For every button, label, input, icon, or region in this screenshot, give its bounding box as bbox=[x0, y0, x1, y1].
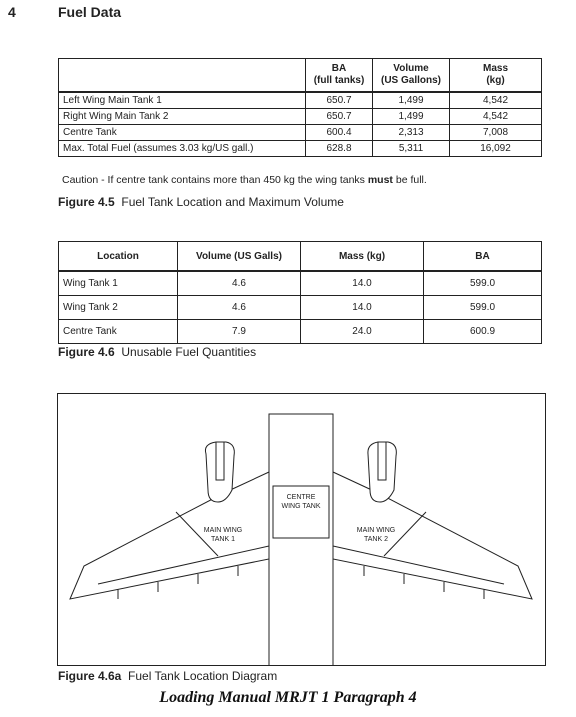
right-wing-shape bbox=[333, 472, 532, 599]
table-cell: 599.0 bbox=[424, 296, 542, 320]
figure-caption: Figure 4.6 Unusable Fuel Quantities bbox=[58, 345, 257, 359]
table-row bbox=[59, 141, 542, 157]
header-cell: Volume (US Gallons) bbox=[373, 59, 450, 93]
unusable-fuel-table bbox=[58, 241, 542, 344]
centre-tank-label: WING TANK bbox=[281, 503, 321, 510]
section-number: 4 bbox=[8, 4, 16, 20]
caution-note: Caution - If centre tank contains more than 450 kg the wing tanks must be full. bbox=[62, 174, 427, 186]
figure-caption: Figure 4.5 Fuel Tank Location and Maximum Volume bbox=[58, 195, 344, 209]
header-cell: Volume (US Galls) bbox=[178, 242, 301, 272]
table-cell: Right Wing Main Tank 2 bbox=[59, 109, 306, 125]
table-cell: 628.8 bbox=[306, 141, 373, 157]
left-engine-shape bbox=[205, 442, 234, 502]
table-cell: 24.0 bbox=[301, 320, 424, 344]
left-tank-label: TANK 1 bbox=[211, 536, 235, 543]
table-cell: Wing Tank 2 bbox=[59, 296, 178, 320]
page-footer: Loading Manual MRJT 1 Paragraph 4 bbox=[159, 689, 417, 706]
table-cell: 4,542 bbox=[450, 92, 542, 109]
header-cell: Location bbox=[59, 242, 178, 272]
table-cell: Wing Tank 1 bbox=[59, 271, 178, 296]
centre-tank-label: CENTRE bbox=[286, 494, 316, 501]
header-cell bbox=[59, 59, 306, 93]
table-row bbox=[59, 109, 542, 125]
table-cell: 7.9 bbox=[178, 320, 301, 344]
fuselage-shape bbox=[269, 414, 333, 665]
table-cell: 4,542 bbox=[450, 109, 542, 125]
header-cell: BA bbox=[424, 242, 542, 272]
left-wing-shape bbox=[70, 472, 269, 599]
table-cell: Left Wing Main Tank 1 bbox=[59, 92, 306, 109]
table-cell: 16,092 bbox=[450, 141, 542, 157]
table-cell: 600.9 bbox=[424, 320, 542, 344]
right-tank-label: TANK 2 bbox=[364, 536, 388, 543]
max-volume-table bbox=[58, 58, 542, 157]
fuel-tank-diagram bbox=[57, 393, 546, 666]
table-header-row bbox=[59, 242, 542, 272]
table-row bbox=[59, 271, 542, 296]
right-engine-shape bbox=[368, 442, 396, 502]
table-cell: 1,499 bbox=[373, 109, 450, 125]
table-header-row bbox=[59, 59, 542, 93]
table-cell: 1,499 bbox=[373, 92, 450, 109]
table-cell: 14.0 bbox=[301, 296, 424, 320]
table-cell: 14.0 bbox=[301, 271, 424, 296]
table-cell: 650.7 bbox=[306, 109, 373, 125]
table-cell: 600.4 bbox=[306, 125, 373, 141]
figure-caption: Figure 4.6a Fuel Tank Location Diagram bbox=[58, 669, 278, 683]
section-title: Fuel Data bbox=[58, 4, 122, 20]
table-cell: 7,008 bbox=[450, 125, 542, 141]
table-cell: 2,313 bbox=[373, 125, 450, 141]
table-row bbox=[59, 320, 542, 344]
table-cell: 599.0 bbox=[424, 271, 542, 296]
header-cell: Mass (kg) bbox=[450, 59, 542, 93]
table-cell: 650.7 bbox=[306, 92, 373, 109]
header-cell: Mass (kg) bbox=[301, 242, 424, 272]
table-cell: 5,311 bbox=[373, 141, 450, 157]
table-cell: 4.6 bbox=[178, 296, 301, 320]
table-row bbox=[59, 296, 542, 320]
left-tank-label: MAIN WING bbox=[203, 527, 243, 534]
table-cell: 4.6 bbox=[178, 271, 301, 296]
table-row bbox=[59, 125, 542, 141]
header-cell: BA (full tanks) bbox=[306, 59, 373, 93]
right-tank-label: MAIN WING bbox=[356, 527, 396, 534]
table-cell: Centre Tank bbox=[59, 320, 178, 344]
aircraft-wing-drawing bbox=[58, 394, 545, 665]
table-row bbox=[59, 92, 542, 109]
table-cell: Centre Tank bbox=[59, 125, 306, 141]
table-cell: Max. Total Fuel (assumes 3.03 kg/US gall.) bbox=[59, 141, 306, 157]
